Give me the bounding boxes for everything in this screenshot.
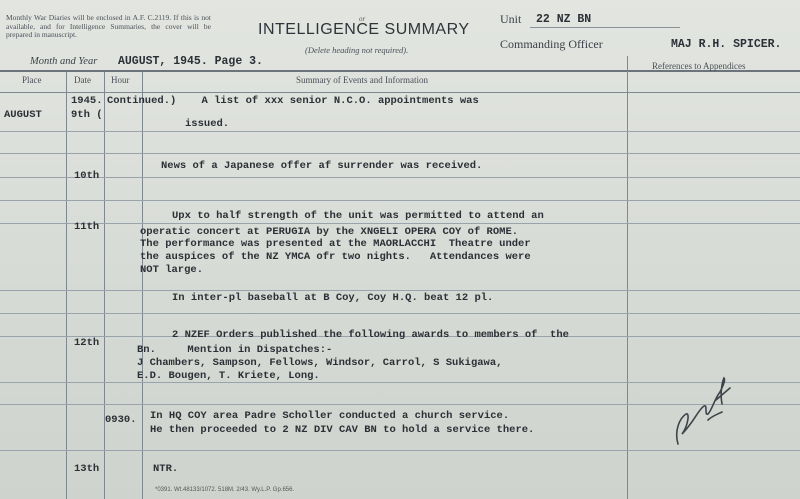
- page-subtitle: (Delete heading not required).: [305, 45, 409, 55]
- entry-text: J Chambers, Sampson, Fellows, Windsor, Carrol, S Sukigawa,: [137, 357, 503, 369]
- entry-text: The performance was presented at the MAORLACCHI Theatre under: [140, 238, 531, 250]
- ruled-line: [0, 153, 800, 154]
- entry-text: News of a Japanese offer af surrender was received.: [161, 160, 483, 172]
- entry-date-11th: 11th: [74, 221, 100, 233]
- column-rule-place: [66, 72, 67, 499]
- entry-text: In inter-pl baseball at B Coy, Coy H.Q. beat 12 pl.: [172, 292, 494, 304]
- column-head-rule: [0, 92, 800, 93]
- page-title: INTELLIGENCE SUMMARY: [258, 21, 470, 38]
- entry-text: Upx to half strength of the unit was permitted to attend an: [172, 210, 544, 222]
- instruction-note: Monthly War Diaries will be enclosed in A.F. C.2119. If this is not available, and for Intelligence Summaries, the cover will be prepared in manuscript.: [6, 13, 211, 39]
- entry-text: Bn. Mention in Dispatches:-: [137, 344, 333, 356]
- year-value: 1945.: [71, 95, 103, 107]
- column-head-date: Date: [74, 75, 91, 85]
- entry-date-10th: 10th: [74, 170, 100, 182]
- printer-imprint: *0391. Wt.48133/1072. 518M. 2/43. Wy.L.P. Gp.656.: [155, 487, 295, 493]
- or-text: or: [359, 15, 366, 23]
- entry-hour-0930: 0930.: [105, 414, 137, 426]
- ruled-line: [0, 131, 800, 132]
- entry-text: the auspices of the NZ YMCA ofr two nights. Attendances were: [140, 251, 531, 263]
- entry-date-13th: 13th: [74, 463, 100, 475]
- column-head-references: References to Appendices: [652, 61, 746, 71]
- month-year-label: Month and Year: [30, 56, 98, 67]
- month-year-value: AUGUST, 1945. Page 3.: [118, 55, 263, 68]
- ruled-line: [0, 223, 800, 224]
- column-rule-date: [104, 72, 105, 499]
- entry-text: In HQ COY area Padre Scholler conducted a church service.: [150, 410, 510, 422]
- entry-text: NOT large.: [140, 264, 204, 276]
- unit-value: 22 NZ BN: [536, 13, 592, 26]
- entry-text: Continued.) A list of xxx senior N.C.O. appointments was: [107, 95, 479, 107]
- unit-label: Unit: [500, 12, 522, 26]
- ruled-line: [0, 177, 800, 178]
- ruled-line: [0, 450, 800, 451]
- unit-underline: [530, 27, 680, 28]
- entry-text: NTR.: [153, 463, 179, 475]
- column-head-place: Place: [22, 75, 42, 85]
- entry-text: 2 NZEF Orders published the following awards to members of the: [172, 329, 569, 341]
- entry-text: E.D. Bougen, T. Kriete, Long.: [137, 370, 320, 382]
- entry-date-12th: 12th: [74, 337, 100, 349]
- column-head-summary: Summary of Events and Information: [296, 75, 428, 85]
- place-august: AUGUST: [4, 109, 42, 121]
- commanding-officer-label: Commanding Officer: [500, 37, 603, 51]
- entry-text: issued.: [185, 118, 230, 130]
- column-rule-summary: [627, 56, 628, 499]
- ruled-line: [0, 200, 800, 201]
- column-rule-hour: [142, 72, 143, 499]
- ruled-line: [0, 313, 800, 314]
- entry-text: operatic concert at PERUGIA by the XNGELI OPERA COY of ROME.: [140, 226, 519, 238]
- ruled-line: [0, 290, 800, 291]
- handwritten-signature: [664, 370, 744, 450]
- entry-date-9th: 9th (: [71, 109, 103, 121]
- commanding-officer-value: MAJ R.H. SPICER.: [671, 38, 782, 51]
- column-head-hour: Hour: [111, 75, 130, 85]
- entry-text: He then proceeded to 2 NZ DIV CAV BN to hold a service there.: [150, 424, 535, 436]
